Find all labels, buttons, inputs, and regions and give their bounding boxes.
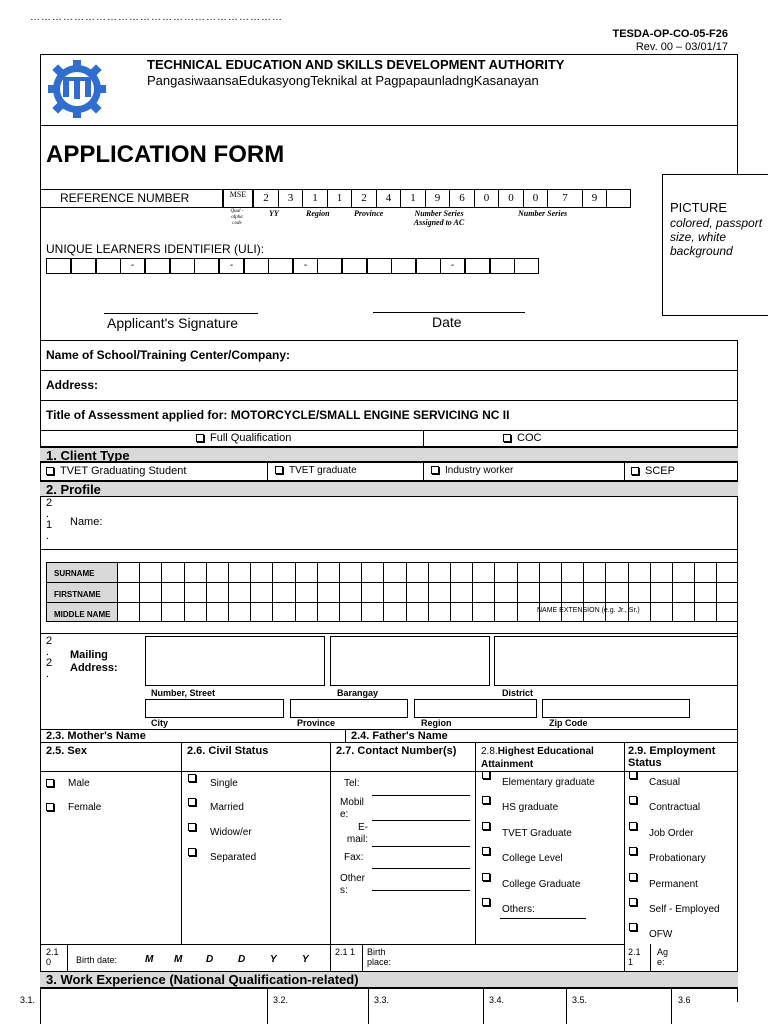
reference-digit-cell: 2 (253, 189, 279, 208)
education-checkbox[interactable] (482, 796, 490, 804)
education-others-input[interactable] (500, 918, 586, 919)
client-scep-option[interactable] (631, 465, 675, 477)
education-title: 2.8.Highest Educational Attainment (481, 746, 594, 770)
school-label: Name of School/Training Center/Company: (46, 348, 291, 362)
form-code: TESDA-OP-CO-05-F26 (612, 28, 728, 40)
city-label: City (151, 718, 169, 728)
separated-label: Separated (210, 852, 257, 863)
work-column-label: 3.6 (678, 995, 691, 1005)
birthdate-part: M (174, 954, 183, 965)
civil-married-option[interactable] (188, 798, 244, 813)
reference-number-label: REFERENCE NUMBER (60, 191, 190, 205)
employment-option[interactable] (629, 873, 698, 890)
uli-character-box[interactable] (416, 258, 441, 274)
single-label: Single (210, 778, 238, 789)
tvet-graduating-label: TVET Graduating Student (60, 465, 187, 477)
work-column-label: 3.3. (374, 995, 390, 1005)
education-checkbox[interactable] (482, 822, 490, 830)
reference-digit-cell: 2 (351, 189, 377, 208)
tesda-logo-icon (46, 58, 108, 120)
city-input[interactable] (145, 699, 284, 718)
number-street-label: Number, Street (151, 688, 216, 698)
employment-option[interactable] (629, 847, 706, 864)
reference-digit-cell (606, 189, 631, 208)
work-experience-header: 3. Work Experience (National Qualification-related) (40, 971, 738, 988)
employment-option[interactable] (629, 898, 720, 915)
birthplace-number: 2.1 1 (335, 947, 356, 957)
coc-label: COC (517, 432, 542, 444)
education-checkbox[interactable] (482, 898, 490, 906)
uli-dash-box[interactable]: - (120, 258, 145, 274)
work-column-label: 3.5. (572, 995, 588, 1005)
header-dotted-line: …………………………………………………………… (30, 12, 283, 23)
employment-option[interactable] (629, 771, 681, 788)
uli-character-box[interactable] (465, 258, 490, 274)
birthdate-part: M (145, 954, 154, 965)
full-qualification-label: Full Qualification (210, 432, 292, 444)
contact-title: 2.7. Contact Number(s) (336, 745, 457, 757)
employment-option[interactable] (629, 923, 673, 940)
reference-digit-cell: 1 (400, 189, 426, 208)
picture-description: colored, passport size, white background (670, 216, 763, 258)
region-input[interactable] (414, 699, 537, 718)
widow-checkbox[interactable] (188, 823, 196, 831)
ref-sub-series: Number Series (518, 209, 568, 218)
civil-separated-option[interactable] (188, 848, 257, 863)
client-industry-worker-option[interactable] (431, 465, 513, 476)
male-label: Male (68, 778, 90, 789)
reference-digit-cell: 9 (582, 189, 607, 208)
education-option[interactable] (482, 822, 572, 839)
client-tvet-graduating-option[interactable] (46, 465, 186, 477)
uli-dash-box[interactable]: - (219, 258, 244, 274)
employment-option-label: Permanent (649, 879, 698, 890)
female-label: Female (68, 802, 102, 813)
education-checkbox[interactable] (482, 771, 490, 779)
uli-character-box[interactable] (490, 258, 515, 274)
fax-input[interactable] (372, 868, 470, 869)
employment-checkbox[interactable] (629, 873, 637, 881)
uli-label: UNIQUE LEARNERS IDENTIFIER (ULI): (46, 242, 265, 256)
date-line (373, 312, 525, 313)
work-column-label: 3.1. (20, 995, 36, 1005)
reference-digit-cell: 9 (425, 189, 450, 208)
tel-label: Tel: (344, 778, 360, 789)
province-label: Province (297, 718, 336, 728)
education-checkbox[interactable] (482, 847, 490, 855)
uli-character-box[interactable] (244, 258, 269, 274)
tvet-graduating-checkbox[interactable] (46, 467, 54, 475)
employment-option-label: Self - Employed (649, 904, 720, 915)
education-option[interactable] (482, 796, 559, 813)
zip-code-input[interactable] (542, 699, 690, 718)
birthdate-part: Y (302, 954, 309, 965)
sex-female-option[interactable] (46, 802, 101, 813)
ref-sub-series-ac: Number Series Assigned to AC (413, 209, 465, 227)
tel-input[interactable] (372, 795, 470, 796)
reference-digit-cell: 7 (547, 189, 583, 208)
education-option-label: Elementary graduate (502, 777, 595, 788)
surname-label: SURNAME (54, 569, 95, 578)
uli-dash-box[interactable]: - (440, 258, 465, 274)
name-extension-label: NAME EXTENSION (e.g. Jr., Sr.) (537, 607, 640, 614)
employment-checkbox[interactable] (629, 822, 637, 830)
female-checkbox[interactable] (46, 803, 54, 811)
uli-character-box[interactable] (71, 258, 96, 274)
education-option[interactable] (482, 873, 581, 890)
separated-checkbox[interactable] (188, 848, 196, 856)
birthdate-part: D (206, 954, 214, 965)
civil-widow-option[interactable] (188, 823, 252, 838)
coc-option[interactable] (503, 432, 541, 444)
uli-character-box[interactable] (145, 258, 170, 274)
mobile-label: Mobil e: (340, 797, 364, 820)
employment-checkbox[interactable] (629, 898, 637, 906)
qualification-row (40, 430, 738, 447)
age-label: Ag e: (657, 947, 669, 967)
work-column-label: 3.4. (489, 995, 505, 1005)
uli-character-box[interactable] (342, 258, 367, 274)
mothers-name-label: 2.3. Mother's Name (46, 730, 146, 742)
date-label: Date (432, 314, 462, 330)
education-option-label: College Level (502, 853, 563, 864)
employment-option[interactable] (629, 822, 694, 839)
ref-sub-yy: YY (269, 209, 279, 218)
email-input[interactable] (372, 846, 470, 847)
reference-digit-cell: 3 (278, 189, 303, 208)
birthdate-part: D (238, 954, 246, 965)
email-label: E- mail: (346, 822, 368, 845)
employment-checkbox[interactable] (629, 847, 637, 855)
reference-digit-cell: 1 (327, 189, 352, 208)
form-title: APPLICATION FORM (46, 141, 285, 168)
reference-digit-cell: 6 (449, 189, 475, 208)
widow-label: Widow/er (210, 827, 252, 838)
employment-option-label: OFW (649, 929, 673, 940)
single-checkbox[interactable] (188, 774, 196, 782)
sex-title: 2.5. Sex (46, 745, 87, 757)
industry-worker-label: Industry worker (445, 465, 514, 476)
fathers-name-label: 2.4. Father's Name (351, 730, 448, 742)
picture-title: PICTURE (670, 200, 728, 215)
employment-option-label: Job Order (649, 828, 694, 839)
industry-worker-checkbox[interactable] (431, 466, 439, 474)
full-qualification-checkbox[interactable] (196, 434, 204, 442)
coc-checkbox[interactable] (503, 434, 511, 442)
province-input[interactable] (290, 699, 408, 718)
uli-character-box[interactable] (96, 258, 121, 274)
uli-character-box[interactable] (391, 258, 416, 274)
mailing-address-label: Mailing Address: (70, 649, 118, 674)
age-number: 2.1 1 (628, 947, 641, 967)
education-option[interactable] (482, 898, 535, 915)
scep-checkbox[interactable] (631, 467, 639, 475)
district-input[interactable] (494, 636, 738, 686)
agency-name-filipino: PangasiwaansaEdukasyongTeknikal at PagpapaunladngKasanayan (147, 73, 539, 88)
agency-name: TECHNICAL EDUCATION AND SKILLS DEVELOPMENT AUTHORITY (147, 57, 565, 72)
uli-character-box[interactable] (170, 258, 195, 274)
sex-male-option[interactable] (46, 778, 90, 789)
mailing-section-number: 2 . 2 . (46, 635, 53, 680)
signature-line (104, 313, 258, 314)
form-revision: Rev. 00 – 03/01/17 (635, 41, 728, 53)
birthdate-label: Birth date: (76, 955, 118, 965)
birthplace-label: Birth place: (367, 947, 392, 967)
uli-character-box[interactable] (268, 258, 293, 274)
full-qualification-option[interactable] (196, 432, 291, 444)
ref-sub-region: Region (306, 209, 330, 218)
middlename-label: MIDDLE NAME (54, 610, 111, 619)
name-section-number: 2 . 1 . (46, 497, 53, 542)
others-contact-label: Other s: (340, 873, 366, 896)
others-contact-input[interactable] (372, 890, 470, 891)
scep-label: SCEP (645, 465, 675, 477)
employment-title: 2.9. Employment Status (628, 745, 716, 769)
employment-option[interactable] (629, 796, 701, 813)
employment-option-label: Casual (649, 777, 681, 788)
education-option-label: College Graduate (502, 879, 581, 890)
firstname-label: FIRSTNAME (54, 590, 101, 599)
reference-digit-cell: 0 (523, 189, 548, 208)
education-option-label: Others: (502, 904, 535, 915)
civil-status-title: 2.6. Civil Status (187, 745, 269, 757)
fax-label: Fax: (344, 852, 364, 863)
mothers-name-field[interactable] (46, 730, 146, 742)
tvet-graduate-label: TVET graduate (289, 465, 357, 476)
employment-checkbox[interactable] (629, 771, 637, 779)
reference-digit-cell: 0 (474, 189, 499, 208)
education-option[interactable] (482, 847, 563, 864)
number-street-input[interactable] (145, 636, 325, 686)
birthdate-part: Y (270, 954, 277, 965)
married-label: Married (210, 802, 244, 813)
birthdate-number: 2.1 0 (46, 947, 59, 967)
uli-character-box[interactable] (367, 258, 392, 274)
assessment-title: Title of Assessment applied for: MOTORCYCLE/SMALL ENGINE SERVICING NC II (46, 408, 510, 422)
region-label: Region (421, 718, 452, 728)
name-label: Name: (70, 516, 103, 528)
reference-mse-cell: MSE (223, 189, 253, 208)
education-option[interactable] (482, 771, 595, 788)
profile-header: 2. Profile (40, 481, 738, 497)
barangay-input[interactable] (330, 636, 490, 686)
employment-checkbox[interactable] (629, 923, 637, 931)
tvet-graduate-checkbox[interactable] (275, 466, 283, 474)
district-label: District (502, 688, 534, 698)
applicant-signature-label: Applicant's Signature (107, 315, 239, 331)
uli-character-box[interactable] (317, 258, 342, 274)
barangay-label: Barangay (337, 688, 379, 698)
reference-digit-cell: 1 (302, 189, 328, 208)
uli-character-box[interactable] (46, 258, 71, 274)
ref-sub-qual: Qual - alpha code (230, 209, 244, 226)
uli-character-box[interactable] (514, 258, 539, 274)
married-checkbox[interactable] (188, 798, 196, 806)
education-checkbox[interactable] (482, 873, 490, 881)
work-column-label: 3.2. (273, 995, 289, 1005)
mobile-input[interactable] (372, 820, 470, 821)
education-option-label: HS graduate (502, 802, 559, 813)
uli-dash-box[interactable]: - (293, 258, 318, 274)
civil-single-option[interactable] (188, 774, 238, 789)
address-label: Address: (46, 378, 99, 392)
client-tvet-graduate-option[interactable] (275, 465, 357, 476)
ref-sub-province: Province (354, 209, 384, 218)
employment-option-label: Contractual (649, 802, 701, 813)
uli-character-box[interactable] (194, 258, 219, 274)
reference-digit-cell: 0 (498, 189, 524, 208)
client-type-header: 1. Client Type (40, 447, 738, 462)
zip-code-label: Zip Code (549, 718, 588, 728)
fathers-name-field[interactable] (351, 730, 448, 742)
employment-option-label: Probationary (649, 853, 706, 864)
employment-checkbox[interactable] (629, 796, 637, 804)
male-checkbox[interactable] (46, 779, 54, 787)
education-option-label: TVET Graduate (502, 828, 572, 839)
reference-digit-cell: 4 (376, 189, 401, 208)
